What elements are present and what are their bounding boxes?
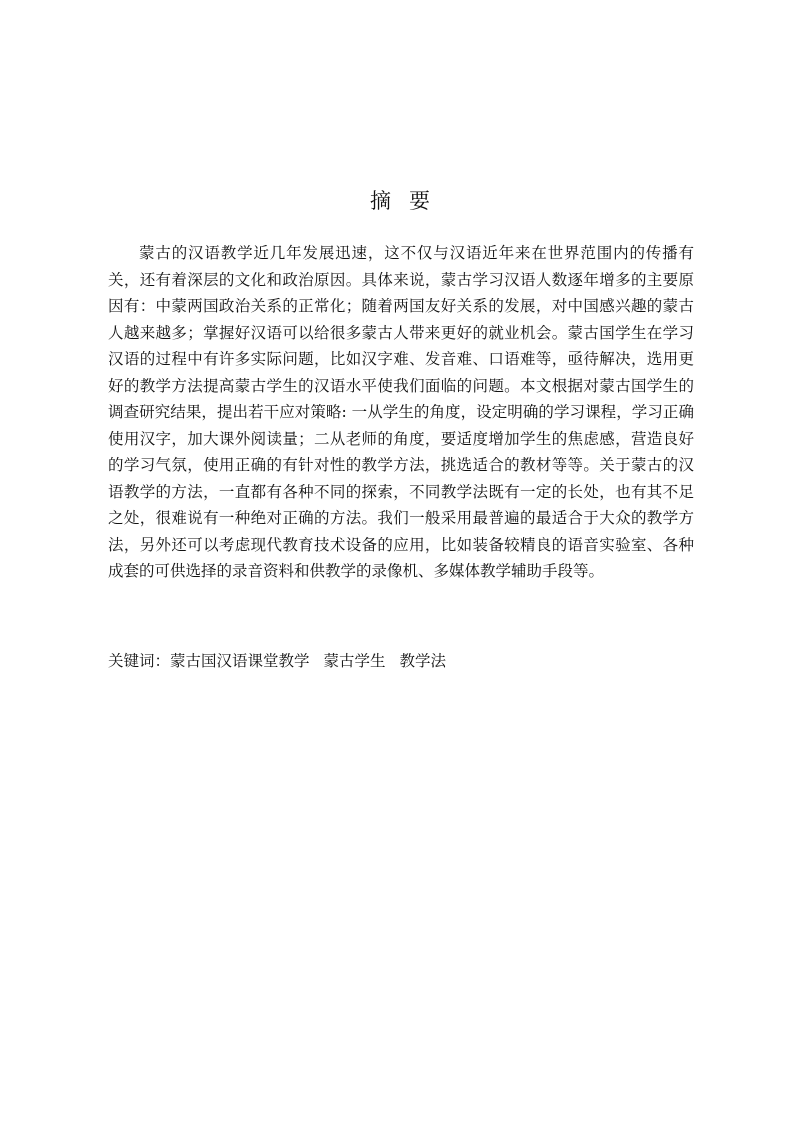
- keywords-line: [108, 648, 694, 674]
- keywords-label: 关键词：: [108, 652, 171, 670]
- keyword-term: 教学法: [399, 652, 447, 670]
- abstract-body: 蒙古的汉语教学近几年发展迅速，这不仅与汉语近年来在世界范围内的传播有关，还有着深层的文化和政治原因。具体来说，蒙古学习汉语人数逐年增多的主要原因有：中蒙两国政治关系的正常化；随着两国友好关系的发展，对中国感兴趣的蒙古人越来越多；掌握好汉语可以给很多蒙古人带来更好的就业机会。蒙古国学生在学习汉语的过程中有许多实际问题，比如汉字难、发音难、口语难等，亟待解决，选用更好的教学方法提高蒙古学生的汉语水平使我们面临的问题。本文根据对蒙古国学生的调查研究结果，提出若干应对策略: 一从学生的角度，设定明确的学习课程，学习正确使用汉字，加大课外阅读量；二从老师的角度，要适度增加学生的焦虑感，营造良好的学习气氛，使用正确的有针对性的教学方法，挑选适合的教材等等。关于蒙古的汉语教学的方法，一直都有各种不同的探索，不同教学法既有一定的长处，也有其不足之处，很难说有一种绝对正确的方法。我们一般采用最普遍的最适合于大众的教学方法，另外还可以考虑现代教育技术设备的应用，比如装备较精良的语音实验室、各种成套的可供选择的录音资料和供教学的录像机、多媒体教学辅助手段等。: [108, 244, 694, 580]
- abstract-title: 摘要: [370, 189, 448, 213]
- keyword-term: 蒙古国汉语课堂教学: [170, 652, 310, 670]
- keyword-term: 蒙古学生: [323, 652, 386, 670]
